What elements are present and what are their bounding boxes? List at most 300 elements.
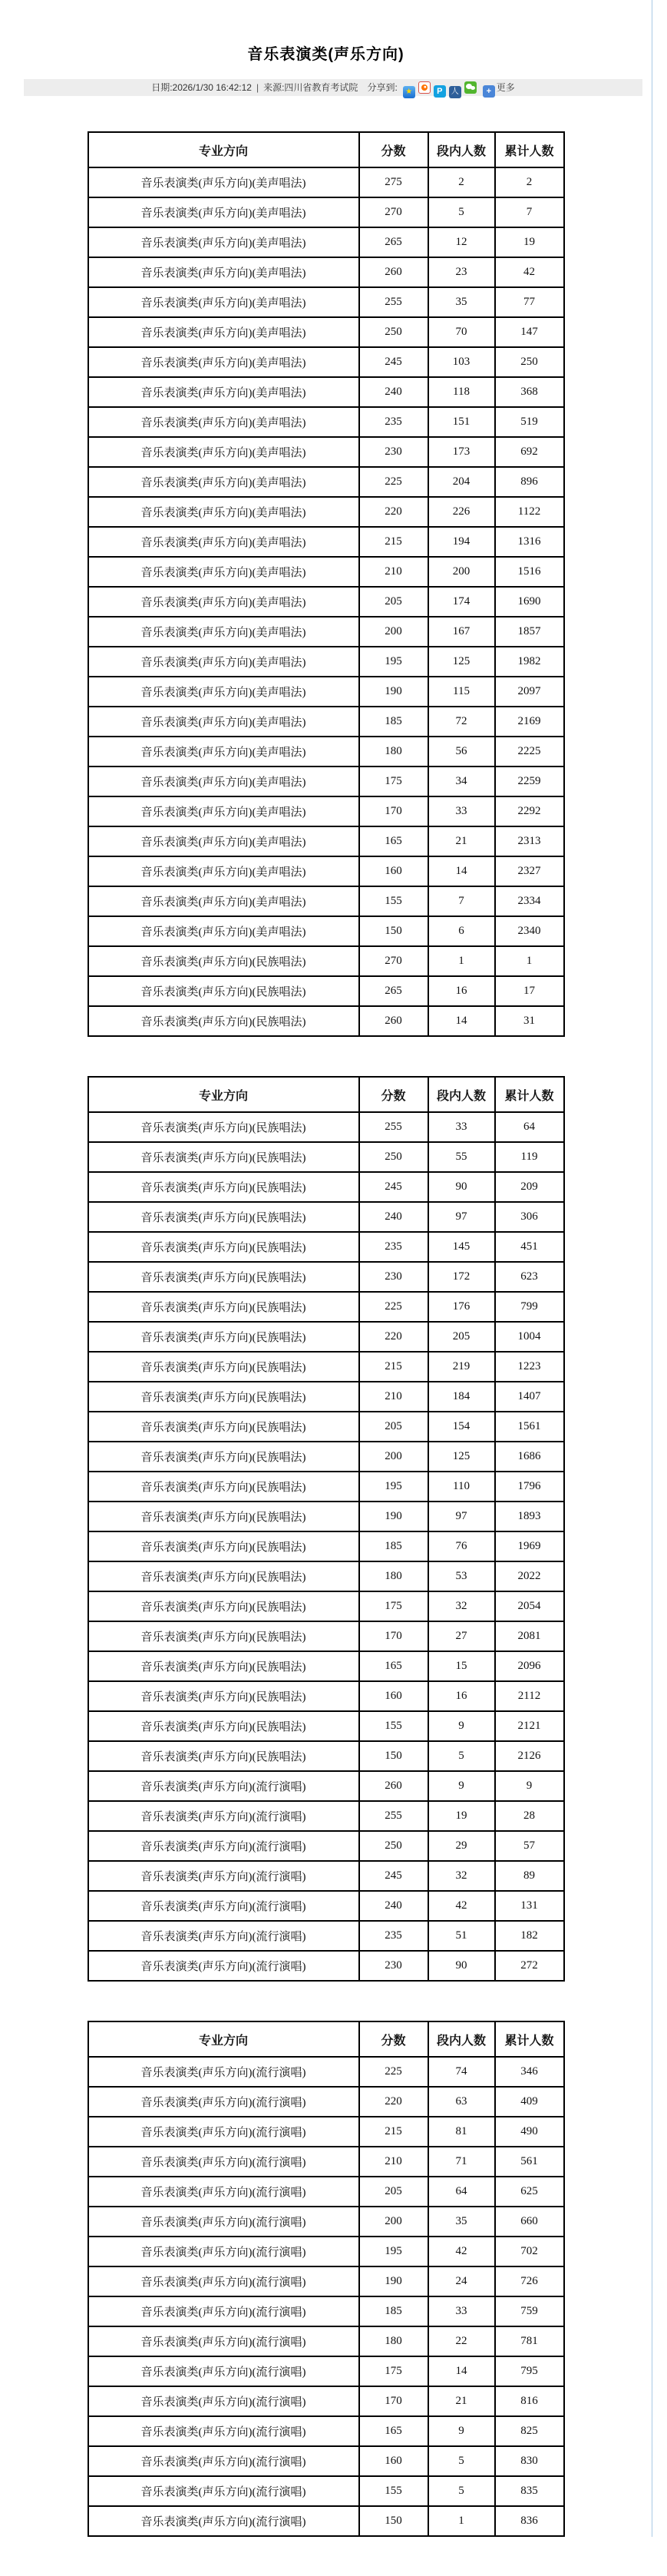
major-direction-cell: 音乐表演类(声乐方向)(民族唱法) bbox=[88, 976, 359, 1006]
separator: | bbox=[256, 82, 259, 93]
cumulative-count-cell: 692 bbox=[495, 437, 564, 467]
table-row bbox=[88, 826, 564, 856]
segment-count-cell: 35 bbox=[428, 2207, 495, 2237]
cumulative-count-cell: 2 bbox=[495, 167, 564, 197]
major-direction-cell: 音乐表演类(声乐方向)(民族唱法) bbox=[88, 1006, 359, 1036]
score-cell: 215 bbox=[359, 1352, 428, 1382]
cumulative-count-cell: 1857 bbox=[495, 617, 564, 647]
cumulative-count-cell: 2097 bbox=[495, 677, 564, 707]
table-row bbox=[88, 1412, 564, 1442]
cumulative-count-cell: 1893 bbox=[495, 1502, 564, 1531]
table-row bbox=[88, 916, 564, 946]
column-header: 段内人数 bbox=[428, 2021, 495, 2057]
table-row bbox=[88, 197, 564, 227]
score-cell: 195 bbox=[359, 647, 428, 677]
table-row bbox=[88, 2057, 564, 2087]
cumulative-count-cell: 409 bbox=[495, 2087, 564, 2117]
cumulative-count-cell: 490 bbox=[495, 2117, 564, 2147]
table-row bbox=[88, 796, 564, 826]
table-row bbox=[88, 1951, 564, 1981]
cumulative-count-cell: 2327 bbox=[495, 856, 564, 886]
score-cell: 150 bbox=[359, 1741, 428, 1771]
cumulative-count-cell: 519 bbox=[495, 407, 564, 437]
segment-count-cell: 115 bbox=[428, 677, 495, 707]
cumulative-count-cell: 561 bbox=[495, 2147, 564, 2177]
header-row bbox=[88, 1077, 564, 1112]
table-row bbox=[88, 167, 564, 197]
segment-count-cell: 70 bbox=[428, 317, 495, 347]
score-cell: 160 bbox=[359, 2446, 428, 2476]
table-row bbox=[88, 886, 564, 916]
score-cell: 260 bbox=[359, 1006, 428, 1036]
table-row bbox=[88, 317, 564, 347]
major-direction-cell: 音乐表演类(声乐方向)(美声唱法) bbox=[88, 287, 359, 317]
major-direction-cell: 音乐表演类(声乐方向)(流行演唱) bbox=[88, 2117, 359, 2147]
table-row bbox=[88, 1142, 564, 1172]
major-direction-cell: 音乐表演类(声乐方向)(美声唱法) bbox=[88, 527, 359, 557]
table-row bbox=[88, 767, 564, 796]
table-row bbox=[88, 677, 564, 707]
table-row bbox=[88, 2266, 564, 2296]
major-direction-cell: 音乐表演类(声乐方向)(美声唱法) bbox=[88, 916, 359, 946]
score-cell: 255 bbox=[359, 287, 428, 317]
segment-count-cell: 12 bbox=[428, 227, 495, 257]
segment-count-cell: 1 bbox=[428, 946, 495, 976]
cumulative-count-cell: 182 bbox=[495, 1921, 564, 1951]
segment-count-cell: 56 bbox=[428, 737, 495, 767]
cumulative-count-cell: 2054 bbox=[495, 1591, 564, 1621]
column-header: 分数 bbox=[359, 2021, 428, 2057]
cumulative-count-cell: 660 bbox=[495, 2207, 564, 2237]
segment-count-cell: 22 bbox=[428, 2326, 495, 2356]
segment-count-cell: 90 bbox=[428, 1172, 495, 1202]
cumulative-count-cell: 1969 bbox=[495, 1531, 564, 1561]
segment-count-cell: 33 bbox=[428, 2296, 495, 2326]
major-direction-cell: 音乐表演类(声乐方向)(流行演唱) bbox=[88, 1861, 359, 1891]
table-row bbox=[88, 1861, 564, 1891]
column-header: 段内人数 bbox=[428, 132, 495, 167]
cumulative-count-cell: 9 bbox=[495, 1771, 564, 1801]
chat-bubble-icon bbox=[471, 86, 475, 90]
weibo-eye-icon bbox=[421, 84, 428, 91]
major-direction-cell: 音乐表演类(声乐方向)(民族唱法) bbox=[88, 1651, 359, 1681]
major-direction-cell: 音乐表演类(声乐方向)(民族唱法) bbox=[88, 1172, 359, 1202]
table-row bbox=[88, 227, 564, 257]
cumulative-count-cell: 2096 bbox=[495, 1651, 564, 1681]
segment-count-cell: 176 bbox=[428, 1292, 495, 1322]
header-row bbox=[88, 2021, 564, 2057]
table-row bbox=[88, 617, 564, 647]
major-direction-cell: 音乐表演类(声乐方向)(流行演唱) bbox=[88, 2356, 359, 2386]
table-row bbox=[88, 737, 564, 767]
table-row bbox=[88, 1006, 564, 1036]
segment-count-cell: 19 bbox=[428, 1801, 495, 1831]
score-cell: 215 bbox=[359, 527, 428, 557]
segment-count-cell: 154 bbox=[428, 1412, 495, 1442]
score-cell: 200 bbox=[359, 1442, 428, 1472]
column-header: 累计人数 bbox=[495, 1077, 564, 1112]
cumulative-count-cell: 7 bbox=[495, 197, 564, 227]
major-direction-cell: 音乐表演类(声乐方向)(民族唱法) bbox=[88, 1112, 359, 1142]
major-direction-cell: 音乐表演类(声乐方向)(流行演唱) bbox=[88, 2506, 359, 2536]
major-direction-cell: 音乐表演类(声乐方向)(流行演唱) bbox=[88, 2296, 359, 2326]
date-label: 日期:2026/1/30 16:42:12 bbox=[151, 82, 252, 93]
score-cell: 165 bbox=[359, 826, 428, 856]
segment-count-cell: 64 bbox=[428, 2177, 495, 2207]
segment-count-cell: 72 bbox=[428, 707, 495, 737]
segment-count-cell: 194 bbox=[428, 527, 495, 557]
table-row bbox=[88, 2296, 564, 2326]
score-cell: 265 bbox=[359, 976, 428, 1006]
major-direction-cell: 音乐表演类(声乐方向)(美声唱法) bbox=[88, 856, 359, 886]
cumulative-count-cell: 2022 bbox=[495, 1561, 564, 1591]
segment-count-cell: 226 bbox=[428, 497, 495, 527]
table-row bbox=[88, 1472, 564, 1502]
cumulative-count-cell: 1690 bbox=[495, 587, 564, 617]
cumulative-count-cell: 816 bbox=[495, 2386, 564, 2416]
table-row bbox=[88, 2326, 564, 2356]
table-row bbox=[88, 557, 564, 587]
cumulative-count-cell: 131 bbox=[495, 1891, 564, 1921]
column-header: 专业方向 bbox=[88, 1077, 359, 1112]
table-row bbox=[88, 1502, 564, 1531]
score-cell: 155 bbox=[359, 886, 428, 916]
major-direction-cell: 音乐表演类(声乐方向)(美声唱法) bbox=[88, 647, 359, 677]
segment-count-cell: 32 bbox=[428, 1861, 495, 1891]
score-cell: 150 bbox=[359, 2506, 428, 2536]
cumulative-count-cell: 896 bbox=[495, 467, 564, 497]
table-row bbox=[88, 347, 564, 377]
table-row bbox=[88, 2446, 564, 2476]
major-direction-cell: 音乐表演类(声乐方向)(流行演唱) bbox=[88, 1951, 359, 1981]
cumulative-count-cell: 89 bbox=[495, 1861, 564, 1891]
table-row bbox=[88, 1232, 564, 1262]
score-cell: 165 bbox=[359, 2416, 428, 2446]
table-row bbox=[88, 2506, 564, 2536]
major-direction-cell: 音乐表演类(声乐方向)(流行演唱) bbox=[88, 1771, 359, 1801]
table-row bbox=[88, 1202, 564, 1232]
table-row bbox=[88, 1172, 564, 1202]
cumulative-count-cell: 42 bbox=[495, 257, 564, 287]
table-row bbox=[88, 2386, 564, 2416]
cumulative-count-cell: 1122 bbox=[495, 497, 564, 527]
major-direction-cell: 音乐表演类(声乐方向)(美声唱法) bbox=[88, 767, 359, 796]
score-cell: 270 bbox=[359, 946, 428, 976]
table-row bbox=[88, 437, 564, 467]
cumulative-count-cell: 306 bbox=[495, 1202, 564, 1232]
table-row bbox=[88, 2476, 564, 2506]
segment-count-cell: 16 bbox=[428, 976, 495, 1006]
score-cell: 230 bbox=[359, 437, 428, 467]
segment-count-cell: 173 bbox=[428, 437, 495, 467]
table-row bbox=[88, 2207, 564, 2237]
major-direction-cell: 音乐表演类(声乐方向)(流行演唱) bbox=[88, 2087, 359, 2117]
table-row bbox=[88, 1801, 564, 1831]
column-header: 分数 bbox=[359, 132, 428, 167]
table-row bbox=[88, 1382, 564, 1412]
major-direction-cell: 音乐表演类(声乐方向)(美声唱法) bbox=[88, 707, 359, 737]
cumulative-count-cell: 2225 bbox=[495, 737, 564, 767]
major-direction-cell: 音乐表演类(声乐方向)(民族唱法) bbox=[88, 1591, 359, 1621]
major-direction-cell: 音乐表演类(声乐方向)(民族唱法) bbox=[88, 946, 359, 976]
score-cell: 245 bbox=[359, 1861, 428, 1891]
score-cell: 245 bbox=[359, 347, 428, 377]
cumulative-count-cell: 1004 bbox=[495, 1322, 564, 1352]
cumulative-count-cell: 2112 bbox=[495, 1681, 564, 1711]
cumulative-count-cell: 17 bbox=[495, 976, 564, 1006]
segment-count-cell: 110 bbox=[428, 1472, 495, 1502]
segment-count-cell: 55 bbox=[428, 1142, 495, 1172]
column-header: 专业方向 bbox=[88, 132, 359, 167]
column-header: 累计人数 bbox=[495, 2021, 564, 2057]
major-direction-cell: 音乐表演类(声乐方向)(民族唱法) bbox=[88, 1472, 359, 1502]
score-cell: 185 bbox=[359, 2296, 428, 2326]
major-direction-cell: 音乐表演类(声乐方向)(流行演唱) bbox=[88, 2057, 359, 2087]
pengyou-share-icon[interactable]: P bbox=[434, 85, 446, 98]
major-direction-cell: 音乐表演类(声乐方向)(美声唱法) bbox=[88, 437, 359, 467]
segment-count-cell: 174 bbox=[428, 587, 495, 617]
segment-count-cell: 1 bbox=[428, 2506, 495, 2536]
score-cell: 180 bbox=[359, 737, 428, 767]
segment-count-cell: 184 bbox=[428, 1382, 495, 1412]
score-cell: 180 bbox=[359, 1561, 428, 1591]
segment-count-cell: 16 bbox=[428, 1681, 495, 1711]
score-cell: 195 bbox=[359, 2237, 428, 2266]
major-direction-cell: 音乐表演类(声乐方向)(民族唱法) bbox=[88, 1711, 359, 1741]
info-bar bbox=[24, 79, 642, 96]
segment-count-cell: 76 bbox=[428, 1531, 495, 1561]
cumulative-count-cell: 2121 bbox=[495, 1711, 564, 1741]
score-cell: 270 bbox=[359, 197, 428, 227]
qzone-share-icon[interactable]: ★ bbox=[403, 86, 415, 98]
score-cell: 210 bbox=[359, 557, 428, 587]
segment-count-cell: 42 bbox=[428, 2237, 495, 2266]
score-cell: 220 bbox=[359, 497, 428, 527]
major-direction-cell: 音乐表演类(声乐方向)(美声唱法) bbox=[88, 617, 359, 647]
table-row bbox=[88, 407, 564, 437]
table-row bbox=[88, 287, 564, 317]
score-cell: 225 bbox=[359, 2057, 428, 2087]
cumulative-count-cell: 1 bbox=[495, 946, 564, 976]
score-cell: 190 bbox=[359, 677, 428, 707]
score-cell: 185 bbox=[359, 1531, 428, 1561]
major-direction-cell: 音乐表演类(声乐方向)(美声唱法) bbox=[88, 796, 359, 826]
renren-share-icon[interactable]: 人 bbox=[449, 86, 461, 98]
score-cell: 255 bbox=[359, 1112, 428, 1142]
cumulative-count-cell: 1516 bbox=[495, 557, 564, 587]
segment-count-cell: 27 bbox=[428, 1621, 495, 1651]
cumulative-count-cell: 1982 bbox=[495, 647, 564, 677]
more-label: 更多 bbox=[496, 82, 515, 93]
segment-count-cell: 5 bbox=[428, 197, 495, 227]
score-cell: 260 bbox=[359, 1771, 428, 1801]
score-cell: 260 bbox=[359, 257, 428, 287]
score-cell: 170 bbox=[359, 796, 428, 826]
segment-count-cell: 5 bbox=[428, 2446, 495, 2476]
major-direction-cell: 音乐表演类(声乐方向)(民族唱法) bbox=[88, 1322, 359, 1352]
major-direction-cell: 音乐表演类(声乐方向)(流行演唱) bbox=[88, 2476, 359, 2506]
score-cell: 220 bbox=[359, 1322, 428, 1352]
major-direction-cell: 音乐表演类(声乐方向)(美声唱法) bbox=[88, 557, 359, 587]
cumulative-count-cell: 825 bbox=[495, 2416, 564, 2446]
segment-count-cell: 51 bbox=[428, 1921, 495, 1951]
cumulative-count-cell: 702 bbox=[495, 2237, 564, 2266]
segment-count-cell: 33 bbox=[428, 796, 495, 826]
score-cell: 170 bbox=[359, 1621, 428, 1651]
major-direction-cell: 音乐表演类(声乐方向)(美声唱法) bbox=[88, 737, 359, 767]
segment-count-cell: 103 bbox=[428, 347, 495, 377]
cumulative-count-cell: 119 bbox=[495, 1142, 564, 1172]
table-row bbox=[88, 2416, 564, 2446]
segment-count-cell: 14 bbox=[428, 2356, 495, 2386]
table-row bbox=[88, 2087, 564, 2117]
table-row bbox=[88, 467, 564, 497]
cumulative-count-cell: 346 bbox=[495, 2057, 564, 2087]
major-direction-cell: 音乐表演类(声乐方向)(美声唱法) bbox=[88, 407, 359, 437]
major-direction-cell: 音乐表演类(声乐方向)(民族唱法) bbox=[88, 1352, 359, 1382]
cumulative-count-cell: 2169 bbox=[495, 707, 564, 737]
cumulative-count-cell: 31 bbox=[495, 1006, 564, 1036]
cumulative-count-cell: 2313 bbox=[495, 826, 564, 856]
score-cell: 220 bbox=[359, 2087, 428, 2117]
table-row bbox=[88, 1591, 564, 1621]
segment-count-cell: 9 bbox=[428, 2416, 495, 2446]
score-cell: 205 bbox=[359, 2177, 428, 2207]
score-table-3 bbox=[88, 2021, 565, 2537]
segment-count-cell: 2 bbox=[428, 167, 495, 197]
major-direction-cell: 音乐表演类(声乐方向)(民族唱法) bbox=[88, 1681, 359, 1711]
major-direction-cell: 音乐表演类(声乐方向)(流行演唱) bbox=[88, 2326, 359, 2356]
table-row bbox=[88, 647, 564, 677]
table-row bbox=[88, 1531, 564, 1561]
cumulative-count-cell: 1561 bbox=[495, 1412, 564, 1442]
score-cell: 170 bbox=[359, 2386, 428, 2416]
score-cell: 210 bbox=[359, 2147, 428, 2177]
table-row bbox=[88, 2117, 564, 2147]
segment-count-cell: 125 bbox=[428, 647, 495, 677]
segment-count-cell: 14 bbox=[428, 1006, 495, 1036]
segment-count-cell: 172 bbox=[428, 1262, 495, 1292]
column-header: 专业方向 bbox=[88, 2021, 359, 2057]
cumulative-count-cell: 64 bbox=[495, 1112, 564, 1142]
segment-count-cell: 14 bbox=[428, 856, 495, 886]
segment-count-cell: 5 bbox=[428, 2476, 495, 2506]
major-direction-cell: 音乐表演类(声乐方向)(美声唱法) bbox=[88, 167, 359, 197]
major-direction-cell: 音乐表演类(声乐方向)(美声唱法) bbox=[88, 677, 359, 707]
major-direction-cell: 音乐表演类(声乐方向)(民族唱法) bbox=[88, 1741, 359, 1771]
column-header: 分数 bbox=[359, 1077, 428, 1112]
score-cell: 200 bbox=[359, 617, 428, 647]
segment-count-cell: 53 bbox=[428, 1561, 495, 1591]
score-cell: 250 bbox=[359, 317, 428, 347]
segment-count-cell: 21 bbox=[428, 826, 495, 856]
score-cell: 225 bbox=[359, 1292, 428, 1322]
score-cell: 195 bbox=[359, 1472, 428, 1502]
score-table-2 bbox=[88, 1076, 565, 1982]
segment-count-cell: 118 bbox=[428, 377, 495, 407]
major-direction-cell: 音乐表演类(声乐方向)(流行演唱) bbox=[88, 2416, 359, 2446]
table-row bbox=[88, 1651, 564, 1681]
major-direction-cell: 音乐表演类(声乐方向)(流行演唱) bbox=[88, 1801, 359, 1831]
segment-count-cell: 145 bbox=[428, 1232, 495, 1262]
cumulative-count-cell: 830 bbox=[495, 2446, 564, 2476]
table-row bbox=[88, 1681, 564, 1711]
table-row bbox=[88, 946, 564, 976]
segment-count-cell: 125 bbox=[428, 1442, 495, 1472]
major-direction-cell: 音乐表演类(声乐方向)(美声唱法) bbox=[88, 826, 359, 856]
table-row bbox=[88, 2177, 564, 2207]
cumulative-count-cell: 1223 bbox=[495, 1352, 564, 1382]
cumulative-count-cell: 1316 bbox=[495, 527, 564, 557]
score-cell: 160 bbox=[359, 856, 428, 886]
cumulative-count-cell: 451 bbox=[495, 1232, 564, 1262]
major-direction-cell: 音乐表演类(声乐方向)(民族唱法) bbox=[88, 1561, 359, 1591]
score-cell: 210 bbox=[359, 1382, 428, 1412]
major-direction-cell: 音乐表演类(声乐方向)(美声唱法) bbox=[88, 467, 359, 497]
table-row bbox=[88, 1711, 564, 1741]
column-header: 累计人数 bbox=[495, 132, 564, 167]
score-cell: 150 bbox=[359, 916, 428, 946]
more-share-button[interactable] bbox=[481, 82, 515, 96]
major-direction-cell: 音乐表演类(声乐方向)(美声唱法) bbox=[88, 587, 359, 617]
source-label: 来源:四川省教育考试院 bbox=[263, 82, 358, 93]
score-cell: 240 bbox=[359, 1891, 428, 1921]
segment-count-cell: 81 bbox=[428, 2117, 495, 2147]
segment-count-cell: 5 bbox=[428, 1741, 495, 1771]
cumulative-count-cell: 835 bbox=[495, 2476, 564, 2506]
major-direction-cell: 音乐表演类(声乐方向)(流行演唱) bbox=[88, 1831, 359, 1861]
page-title: 音乐表演类(声乐方向) bbox=[247, 46, 404, 63]
score-cell: 180 bbox=[359, 2326, 428, 2356]
table-row bbox=[88, 707, 564, 737]
table-row bbox=[88, 1292, 564, 1322]
major-direction-cell: 音乐表演类(声乐方向)(民族唱法) bbox=[88, 1442, 359, 1472]
cumulative-count-cell: 2081 bbox=[495, 1621, 564, 1651]
cumulative-count-cell: 781 bbox=[495, 2326, 564, 2356]
table-row bbox=[88, 497, 564, 527]
major-direction-cell: 音乐表演类(声乐方向)(民族唱法) bbox=[88, 1382, 359, 1412]
cumulative-count-cell: 623 bbox=[495, 1262, 564, 1292]
score-cell: 235 bbox=[359, 1232, 428, 1262]
sina-weibo-share-icon[interactable] bbox=[418, 81, 431, 94]
score-cell: 255 bbox=[359, 1801, 428, 1831]
major-direction-cell: 音乐表演类(声乐方向)(民族唱法) bbox=[88, 1412, 359, 1442]
segment-count-cell: 200 bbox=[428, 557, 495, 587]
score-cell: 205 bbox=[359, 587, 428, 617]
cumulative-count-cell: 1686 bbox=[495, 1442, 564, 1472]
cumulative-count-cell: 799 bbox=[495, 1292, 564, 1322]
segment-count-cell: 90 bbox=[428, 1951, 495, 1981]
table-row bbox=[88, 587, 564, 617]
cumulative-count-cell: 726 bbox=[495, 2266, 564, 2296]
segment-count-cell: 9 bbox=[428, 1711, 495, 1741]
cumulative-count-cell: 2340 bbox=[495, 916, 564, 946]
score-cell: 275 bbox=[359, 167, 428, 197]
table-row bbox=[88, 1442, 564, 1472]
cumulative-count-cell: 836 bbox=[495, 2506, 564, 2536]
table-row bbox=[88, 2147, 564, 2177]
segment-count-cell: 97 bbox=[428, 1202, 495, 1232]
table-row bbox=[88, 1741, 564, 1771]
segment-count-cell: 74 bbox=[428, 2057, 495, 2087]
wechat-share-icon[interactable] bbox=[464, 81, 477, 94]
cumulative-count-cell: 1796 bbox=[495, 1472, 564, 1502]
major-direction-cell: 音乐表演类(声乐方向)(美声唱法) bbox=[88, 257, 359, 287]
score-cell: 155 bbox=[359, 1711, 428, 1741]
cumulative-count-cell: 759 bbox=[495, 2296, 564, 2326]
header-row bbox=[88, 132, 564, 167]
score-cell: 160 bbox=[359, 1681, 428, 1711]
